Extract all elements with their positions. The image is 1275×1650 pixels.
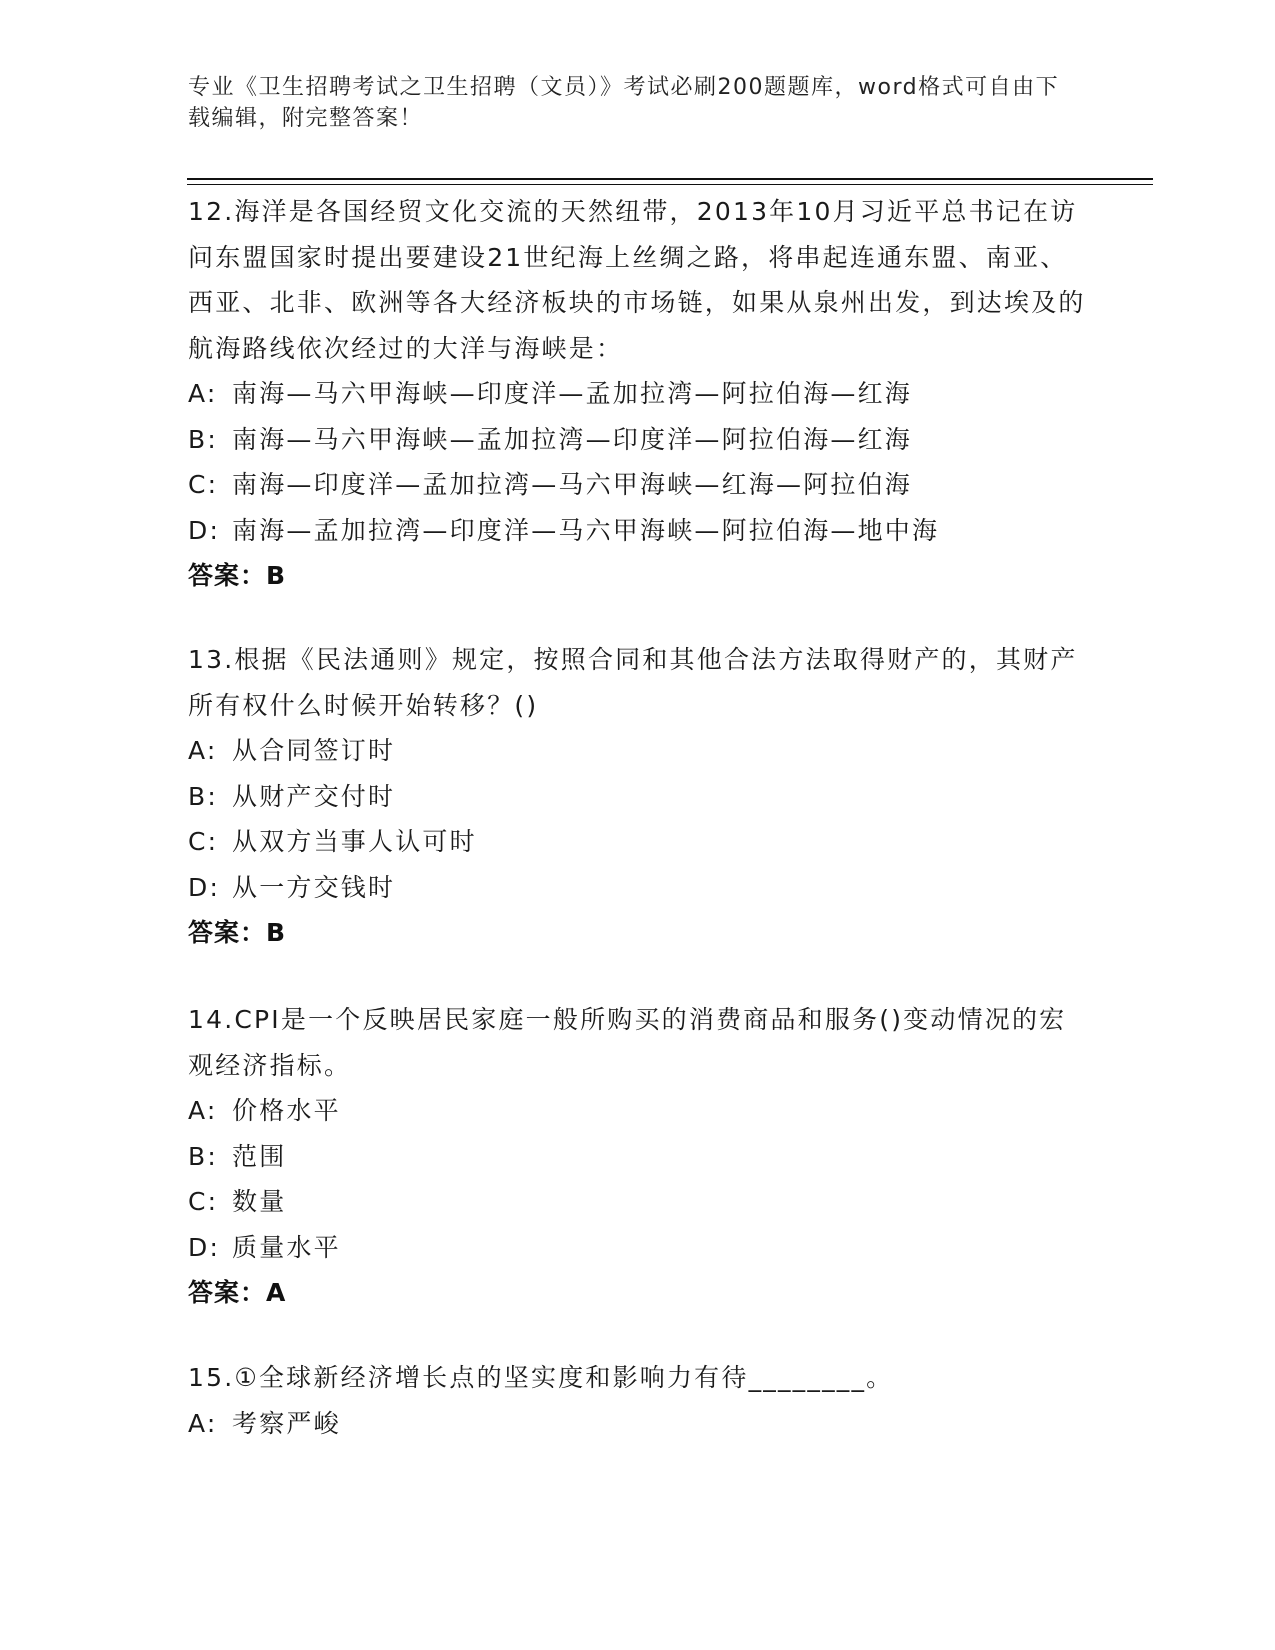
question-14 [188,997,1088,1316]
option-letter: D: [188,872,221,902]
option-a [188,1401,1088,1447]
option-letter: A: [188,1096,218,1125]
option-letter: D: [188,515,221,545]
option-text: 数量 [232,1187,287,1216]
option-text: 范围 [232,1141,287,1171]
option-c [188,819,1088,865]
answer-line: 答案：A [188,1278,287,1307]
option-text: 从合同签订时 [232,736,396,765]
option-text: 从双方当事人认可时 [232,827,477,856]
question-stem: 12.海洋是各国经贸文化交流的天然纽带，2013年10月习近平总书记在访问东盟国家时提出要建设21世纪海上丝绸之路，将串起连通东盟、南亚、西亚、北非、欧洲等各大经济板块的市场链，如果从泉州出发，到达埃及的航海路线依次经过的大洋与海峡是： [188,197,1086,363]
option-letter: B: [188,781,218,811]
option-letter: B: [188,424,218,454]
option-text: 南海—马六甲海峡—孟加拉湾—印度洋—阿拉伯海—红海 [232,424,913,454]
option-b [188,774,1088,820]
option-a [188,371,1088,417]
answer-line: 答案：B [188,561,287,590]
answer-line: 答案：B [188,918,287,947]
option-b [188,1134,1088,1180]
option-a [188,1088,1088,1134]
question-13 [188,637,1088,956]
question-stem: 15.①全球新经济增长点的坚实度和影响力有待________。 [188,1363,894,1392]
option-c [188,462,1088,508]
option-letter: C: [188,827,219,856]
option-d [188,1225,1088,1271]
option-letter: D: [188,1232,221,1262]
option-letter: A: [188,379,218,408]
document-header: 专业《卫生招聘考试之卫生招聘（文员）》考试必刷200题题库，word格式可自由下载编辑，附完整答案！ [188,75,1060,131]
question-12 [188,189,1088,599]
option-text: 南海—孟加拉湾—印度洋—马六甲海峡—阿拉伯海—地中海 [232,515,940,545]
header-rule-thick [187,178,1153,180]
option-letter: C: [188,470,219,499]
option-text: 从财产交付时 [232,781,396,811]
option-d [188,508,1088,554]
option-letter: A: [188,736,218,765]
question-stem: 14.CPI是一个反映居民家庭一般所购买的消费商品和服务()变动情况的宏观经济指标。 [188,1005,1067,1080]
option-b [188,417,1088,463]
option-text: 价格水平 [232,1096,341,1125]
option-text: 质量水平 [232,1232,341,1262]
option-text: 南海—印度洋—孟加拉湾—马六甲海峡—红海—阿拉伯海 [232,470,913,499]
question-stem: 13.根据《民法通则》规定，按照合同和其他合法方法取得财产的，其财产所有权什么时候开始转移？() [188,645,1078,720]
option-letter: A: [188,1408,218,1438]
option-c [188,1179,1088,1225]
option-text: 南海—马六甲海峡—印度洋—孟加拉湾—阿拉伯海—红海 [232,379,913,408]
option-text: 考察严峻 [232,1408,341,1438]
option-text: 从一方交钱时 [232,872,396,902]
option-letter: B: [188,1141,218,1171]
option-letter: C: [188,1187,219,1216]
question-15 [188,1355,1088,1446]
header-rule-thin [187,184,1153,185]
option-d [188,865,1088,911]
option-a [188,728,1088,774]
